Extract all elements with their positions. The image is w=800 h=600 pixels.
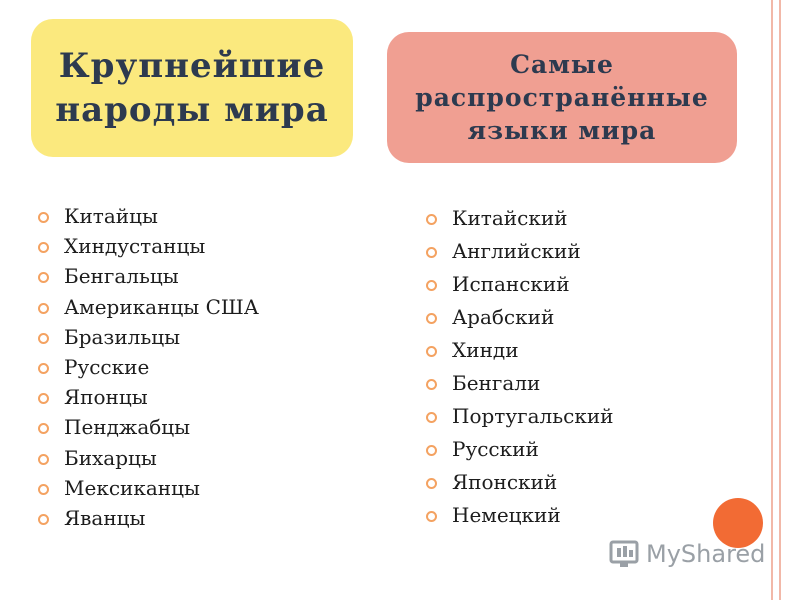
bullet-icon <box>38 423 49 434</box>
list-item <box>426 502 613 535</box>
bullet-icon <box>426 214 437 225</box>
right-title-line1: Самые <box>510 50 614 79</box>
list-item <box>426 238 613 271</box>
bullet-icon <box>38 242 49 253</box>
right-title-line3: языки мира <box>467 116 657 145</box>
list-item <box>38 234 259 264</box>
list-item-label: Бенгальцы <box>64 264 179 289</box>
bullet-icon <box>426 346 437 357</box>
bullet-icon <box>38 212 49 223</box>
list-item <box>426 403 613 436</box>
bullet-icon <box>38 272 49 283</box>
bullet-icon <box>38 514 49 525</box>
bullet-icon <box>426 445 437 456</box>
list-item-label: Русский <box>452 437 539 461</box>
list-item-label: Китайцы <box>64 204 158 228</box>
bullet-icon <box>38 303 49 314</box>
list-item <box>38 415 259 445</box>
bullet-icon <box>426 412 437 423</box>
list-item-label: Американцы США <box>64 294 259 319</box>
list-item <box>38 385 259 415</box>
list-item <box>38 264 259 294</box>
list-item-label: Пенджабцы <box>64 415 191 440</box>
list-item <box>38 295 259 325</box>
watermark-logo <box>608 538 765 570</box>
list-item-label: Испанский <box>452 272 570 296</box>
frame-line-right <box>779 0 781 600</box>
list-item <box>426 271 613 304</box>
list-item <box>426 337 613 370</box>
list-item-label: Хинди <box>452 338 519 362</box>
left-title <box>55 44 329 132</box>
bullet-icon <box>426 280 437 291</box>
bullet-icon <box>38 454 49 465</box>
right-title-line2: распространённые <box>415 83 709 112</box>
bullet-icon <box>426 247 437 258</box>
list-item <box>426 469 613 502</box>
list-item-label: Бразильцы <box>64 324 181 349</box>
bullet-icon <box>38 484 49 495</box>
list-item-label: Арабский <box>452 305 555 329</box>
list-item <box>426 370 613 403</box>
list-item <box>426 304 613 337</box>
list-item-label: Мексиканцы <box>64 475 200 500</box>
list-item-label: Немецкий <box>452 503 561 527</box>
list-item <box>38 476 259 506</box>
watermark-text: MyShared <box>646 540 766 568</box>
bullet-icon <box>426 379 437 390</box>
list-item-label: Бенгали <box>452 371 541 395</box>
bullet-icon <box>426 478 437 489</box>
list-item-label: Бихарцы <box>64 445 157 470</box>
right-title-box <box>387 32 737 163</box>
languages-list <box>426 205 613 535</box>
bullet-icon <box>38 333 49 344</box>
list-item-label: Японский <box>452 470 558 494</box>
list-item-label: Яванцы <box>64 505 146 530</box>
list-item <box>38 446 259 476</box>
right-title <box>415 48 709 147</box>
list-item <box>38 325 259 355</box>
list-item <box>38 355 259 385</box>
list-item <box>38 204 259 234</box>
list-item <box>426 436 613 469</box>
list-item <box>426 205 613 238</box>
list-item-label: Японцы <box>64 385 148 410</box>
left-title-line2: народы мира <box>55 90 329 130</box>
list-item-label: Португальский <box>452 404 614 428</box>
list-item-label: Хиндустанцы <box>64 234 206 259</box>
list-item-label: Русские <box>64 354 150 379</box>
myshared-logo-icon <box>608 538 642 570</box>
list-item-label: Английский <box>452 239 581 263</box>
left-title-line1: Крупнейшие <box>58 46 326 86</box>
bullet-icon <box>426 313 437 324</box>
list-item-label: Китайский <box>452 206 568 230</box>
bullet-icon <box>38 363 49 374</box>
frame-line-left <box>771 0 773 600</box>
bullet-icon <box>38 393 49 404</box>
peoples-list <box>38 204 259 536</box>
left-title-box <box>31 19 353 157</box>
bullet-icon <box>426 511 437 522</box>
list-item <box>38 506 259 536</box>
